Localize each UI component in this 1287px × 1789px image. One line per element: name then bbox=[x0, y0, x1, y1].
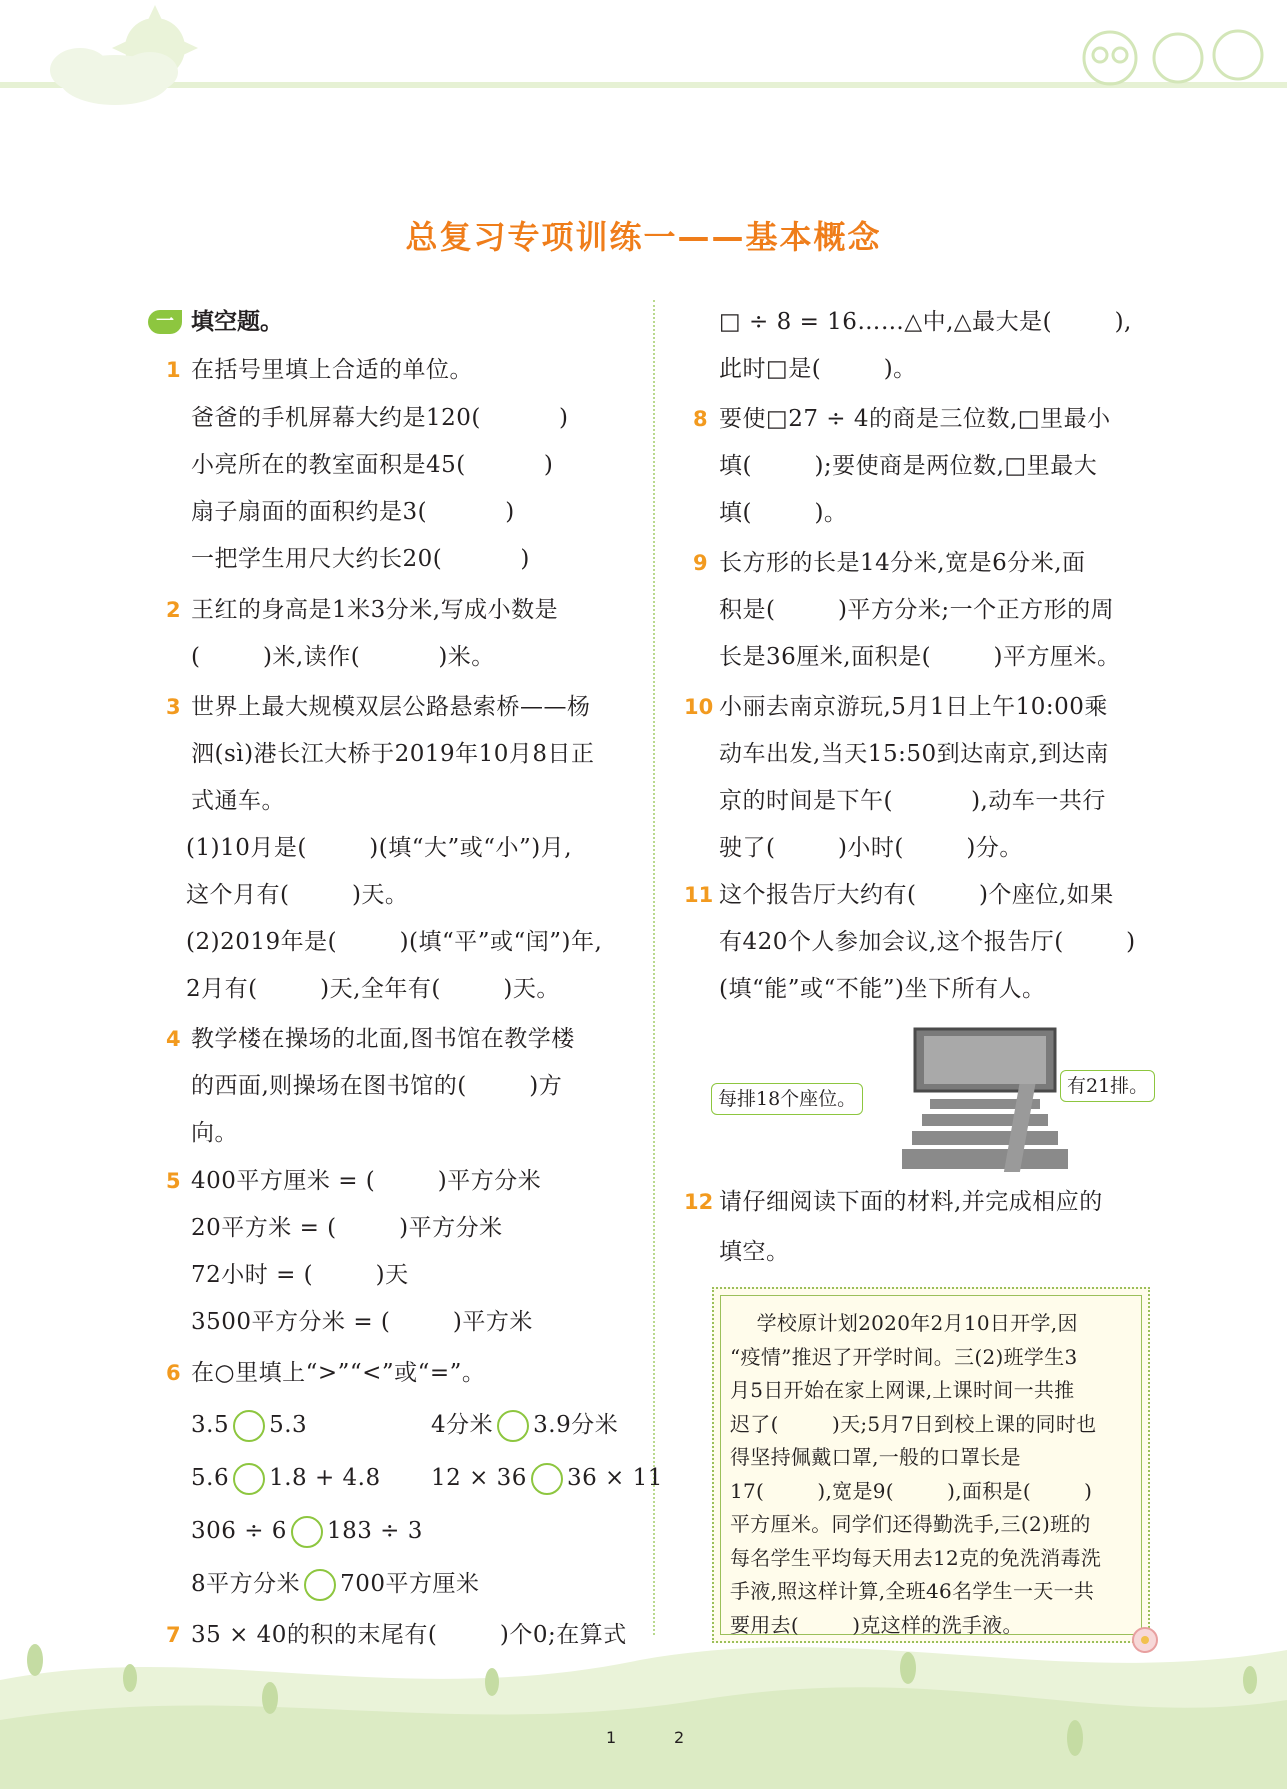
question-line: 京的时间是下午( ),动车一共行 bbox=[719, 788, 1106, 814]
compare-right-pair bbox=[431, 1463, 663, 1495]
answer-circle[interactable] bbox=[304, 1569, 336, 1601]
compare-left-a: 8平方分米 bbox=[191, 1571, 301, 1597]
material-line: 要用去( )克这样的洗手液。 bbox=[730, 1612, 1023, 1637]
question-line: 填空。 bbox=[719, 1239, 790, 1265]
lecture-hall-illustration bbox=[860, 1024, 1090, 1174]
rows-count-bubble: 有21排。 bbox=[1060, 1070, 1155, 1102]
question-line: 泗(sì)港长江大桥于2019年10月8日正 bbox=[191, 741, 595, 767]
question-line: 驶了( )小时( )分。 bbox=[719, 835, 1023, 861]
question-number: 7 bbox=[166, 1623, 181, 1647]
question-line: 向。 bbox=[191, 1120, 238, 1146]
compare-right-b: 3.9分米 bbox=[533, 1412, 619, 1438]
reading-material-box bbox=[712, 1287, 1150, 1643]
question-line: 长方形的长是14分米,宽是6分米,面 bbox=[719, 550, 1086, 576]
cloud-icon bbox=[50, 48, 178, 105]
question-line: 世界上最大规模双层公路悬索桥——杨 bbox=[191, 694, 591, 720]
question-line: 在○里填上“>”“<”或“=”。 bbox=[191, 1360, 486, 1386]
answer-circle[interactable] bbox=[497, 1410, 529, 1442]
question-line: 这个报告厅大约有( )个座位,如果 bbox=[719, 882, 1114, 908]
compare-right-pair bbox=[431, 1410, 618, 1442]
question-line: 动车出发,当天15:50到达南京,到达南 bbox=[719, 741, 1109, 767]
material-line: 迟了( )天;5月7日到校上课的同时也 bbox=[730, 1411, 1097, 1436]
question-line: 35 × 40的积的末尾有( )个0;在算式 bbox=[191, 1622, 627, 1648]
material-line: 17( ),宽是9( ),面积是( ) bbox=[730, 1478, 1093, 1503]
compare-right-a: 12 × 36 bbox=[431, 1465, 527, 1491]
material-line: 学校原计划2020年2月10日开学,因 bbox=[730, 1311, 1078, 1335]
question-line: 400平方厘米 = ( )平方分米 bbox=[191, 1168, 542, 1194]
material-line: 得坚持佩戴口罩,一般的口罩长是 bbox=[730, 1445, 1021, 1469]
question-line: ( )米,读作( )米。 bbox=[191, 644, 495, 670]
question-line: 此时□是( )。 bbox=[719, 356, 917, 382]
answer-circle[interactable] bbox=[233, 1463, 265, 1495]
question-line: 积是( )平方分米;一个正方形的周 bbox=[719, 597, 1115, 623]
question-number: 9 bbox=[693, 551, 708, 575]
question-number: 4 bbox=[166, 1027, 181, 1051]
compare-left-b: 5.3 bbox=[269, 1412, 308, 1438]
flower-icon bbox=[1128, 1625, 1162, 1655]
question-line: 20平方米 = ( )平方分米 bbox=[191, 1215, 503, 1241]
question-line: 填( );要使商是两位数,□里最大 bbox=[719, 453, 1098, 479]
question-line: (1)10月是( )(填“大”或“小”)月, bbox=[186, 835, 573, 861]
question-line: 长是36厘米,面积是( )平方厘米。 bbox=[719, 644, 1121, 670]
question-number: 5 bbox=[166, 1169, 181, 1193]
question-line: (填“能”或“不能”)坐下所有人。 bbox=[719, 976, 1046, 1002]
material-line: 手液,照这样计算,全班46名学生一天一共 bbox=[730, 1579, 1095, 1603]
question-line: 3500平方分米 = ( )平方米 bbox=[191, 1309, 533, 1335]
question-line: 2月有( )天,全年有( )天。 bbox=[186, 976, 560, 1002]
seat-per-row-bubble: 每排18个座位。 bbox=[711, 1083, 863, 1115]
question-line: 教学楼在操场的北面,图书馆在教学楼 bbox=[191, 1026, 575, 1052]
question-line: 小亮所在的教室面积是45( ) bbox=[191, 452, 554, 478]
section-badge: 一 bbox=[148, 310, 182, 334]
material-line: 平方厘米。同学们还得勤洗手,三(2)班的 bbox=[730, 1512, 1091, 1536]
question-number: 8 bbox=[693, 407, 708, 431]
question-line: 请仔细阅读下面的材料,并完成相应的 bbox=[719, 1189, 1103, 1215]
page-title: 总复习专项训练一——基本概念 bbox=[405, 218, 882, 256]
compare-right-a: 4分米 bbox=[431, 1412, 494, 1438]
compare-row bbox=[191, 1516, 423, 1548]
compare-left-b: 1.8 + 4.8 bbox=[269, 1465, 381, 1491]
column-divider bbox=[653, 300, 655, 1635]
compare-left-b: 700平方厘米 bbox=[340, 1571, 480, 1597]
compare-left-a: 306 ÷ 6 bbox=[191, 1518, 287, 1544]
compare-row bbox=[191, 1463, 663, 1495]
page-number-left: 1 bbox=[606, 1728, 617, 1747]
answer-circle[interactable] bbox=[233, 1410, 265, 1442]
question-line: 一把学生用尺大约长20( ) bbox=[191, 546, 530, 572]
section-title: 填空题。 bbox=[191, 309, 283, 335]
question-line: 小丽去南京游玩,5月1日上午10:00乘 bbox=[719, 694, 1108, 720]
compare-right-b: 36 × 11 bbox=[566, 1465, 663, 1491]
animal-faces-icon bbox=[1084, 31, 1262, 84]
compare-left-a: 5.6 bbox=[191, 1465, 230, 1491]
material-line: 月5日开始在家上网课,上课时间一共推 bbox=[730, 1378, 1075, 1402]
compare-left-b: 183 ÷ 3 bbox=[326, 1518, 423, 1544]
question-number: 1 bbox=[166, 358, 181, 382]
question-line: 在括号里填上合适的单位。 bbox=[191, 357, 473, 383]
question-number: 6 bbox=[166, 1361, 181, 1385]
header-decoration bbox=[0, 0, 1287, 110]
answer-circle[interactable] bbox=[531, 1463, 563, 1495]
question-line: 式通车。 bbox=[191, 788, 285, 814]
question-line: 扇子扇面的面积约是3( ) bbox=[191, 499, 515, 525]
question-number: 3 bbox=[166, 695, 181, 719]
answer-circle[interactable] bbox=[291, 1516, 323, 1548]
question-line: (2)2019年是( )(填“平”或“闰”)年, bbox=[186, 929, 603, 955]
question-line: 72小时 = ( )天 bbox=[191, 1262, 409, 1288]
compare-row bbox=[191, 1410, 619, 1442]
question-line: 填( )。 bbox=[719, 500, 848, 526]
question-number: 2 bbox=[166, 598, 181, 622]
question-line: 这个月有( )天。 bbox=[186, 882, 409, 908]
compare-left-a: 3.5 bbox=[191, 1412, 230, 1438]
compare-row bbox=[191, 1569, 480, 1601]
question-line: 爸爸的手机屏幕大约是120( ) bbox=[191, 405, 569, 431]
question-line: □ ÷ 8 = 16……△中,△最大是( ), bbox=[719, 309, 1132, 335]
material-line: 每名学生平均每天用去12克的免洗消毒洗 bbox=[730, 1545, 1102, 1570]
page-number-right: 2 bbox=[674, 1728, 685, 1747]
question-number: 11 bbox=[684, 883, 714, 907]
question-line: 王红的身高是1米3分米,写成小数是 bbox=[191, 597, 559, 623]
material-line: “疫情”推迟了开学时间。三(2)班学生3 bbox=[730, 1344, 1078, 1369]
question-line: 要使□27 ÷ 4的商是三位数,□里最小 bbox=[719, 406, 1111, 432]
question-line: 有420个人参加会议,这个报告厅( ) bbox=[719, 929, 1136, 955]
question-number: 12 bbox=[684, 1190, 714, 1214]
question-number: 10 bbox=[684, 695, 714, 719]
question-line: 的西面,则操场在图书馆的( )方 bbox=[191, 1073, 563, 1099]
